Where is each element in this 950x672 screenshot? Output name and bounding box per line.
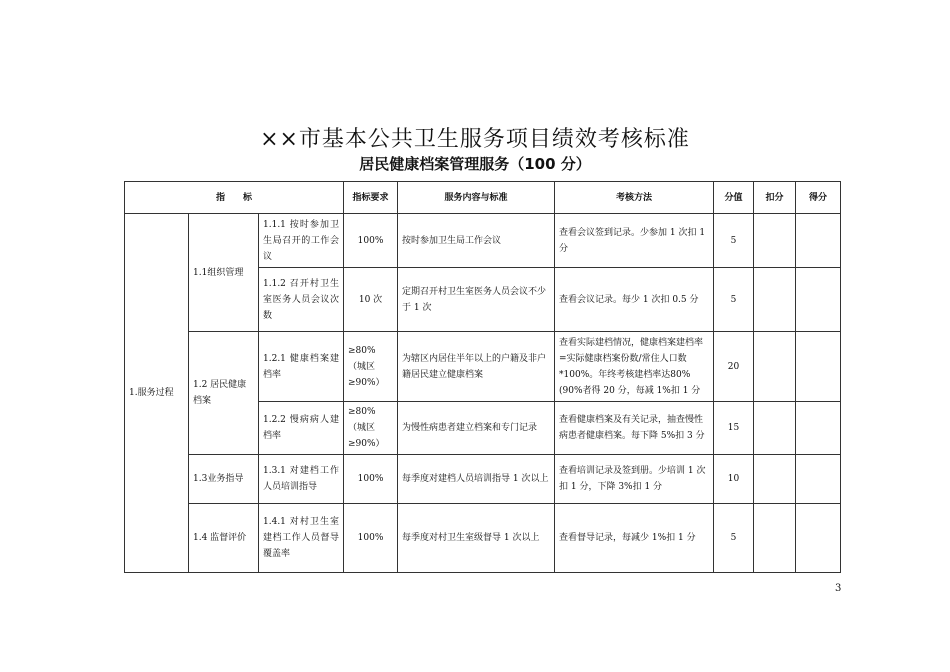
header-gain: 得分 xyxy=(796,182,841,214)
item-method: 查看督导记录，每减少 1%扣 1 分 xyxy=(555,504,714,573)
group-cell: 1.2 居民健康档案 xyxy=(189,332,259,455)
item-content: 每季度对村卫生室级督导 1 次以上 xyxy=(398,504,555,573)
header-content: 服务内容与标准 xyxy=(398,182,555,214)
page-number: 3 xyxy=(835,583,842,594)
item-requirement: ≥80%（城区≥90%） xyxy=(344,402,398,455)
item-requirement: 10 次 xyxy=(344,268,398,332)
header-deduct: 扣分 xyxy=(754,182,796,214)
page-title: ××市基本公共卫生服务项目绩效考核标准 xyxy=(260,127,690,152)
table-row xyxy=(125,332,841,402)
item-score: 20 xyxy=(714,332,754,402)
header-method: 考核方法 xyxy=(555,182,714,214)
table-header-row xyxy=(125,182,841,214)
assessment-table xyxy=(124,181,841,573)
table-row xyxy=(125,504,841,573)
deduct-cell[interactable] xyxy=(754,504,796,573)
header-requirement: 指标要求 xyxy=(344,182,398,214)
item-code: 1.1.2 召开村卫生室医务人员会议次数 xyxy=(259,268,344,332)
group-cell: 1.4 监督评价 xyxy=(189,504,259,573)
item-content: 按时参加卫生局工作会议 xyxy=(398,214,555,268)
item-method: 查看培训记录及签到册。少培训 1 次扣 1 分，下降 3%扣 1 分 xyxy=(555,455,714,504)
table-row xyxy=(125,455,841,504)
deduct-cell[interactable] xyxy=(754,455,796,504)
section-cell: 1.服务过程 xyxy=(125,214,189,573)
item-score: 5 xyxy=(714,504,754,573)
gain-cell[interactable] xyxy=(796,214,841,268)
item-code: 1.2.2 慢病病人建档率 xyxy=(259,402,344,455)
gain-cell[interactable] xyxy=(796,504,841,573)
item-method: 查看健康档案及有关记录，抽查慢性病患者健康档案。每下降 5%扣 3 分 xyxy=(555,402,714,455)
page-subtitle: 居民健康档案管理服务（100 分） xyxy=(359,155,591,173)
gain-cell[interactable] xyxy=(796,332,841,402)
item-score: 5 xyxy=(714,268,754,332)
item-requirement: 100% xyxy=(344,214,398,268)
item-requirement: 100% xyxy=(344,504,398,573)
gain-cell[interactable] xyxy=(796,268,841,332)
item-code: 1.3.1 对建档工作人员培训指导 xyxy=(259,455,344,504)
table-row xyxy=(125,214,841,268)
gain-cell[interactable] xyxy=(796,455,841,504)
item-score: 5 xyxy=(714,214,754,268)
item-code: 1.2.1 健康档案建档率 xyxy=(259,332,344,402)
item-code: 1.4.1 对村卫生室建档工作人员督导覆盖率 xyxy=(259,504,344,573)
item-content: 每季度对建档人员培训指导 1 次以上 xyxy=(398,455,555,504)
item-method: 查看实际建档情况，健康档案建档率=实际健康档案份数/常住人口数*100%。年终考核建档率达80%(90%者得 20 分，每减 1%扣 1 分 xyxy=(555,332,714,402)
item-method: 查看会议记录。每少 1 次扣 0.5 分 xyxy=(555,268,714,332)
deduct-cell[interactable] xyxy=(754,332,796,402)
group-cell: 1.3业务指导 xyxy=(189,455,259,504)
group-cell: 1.1组织管理 xyxy=(189,214,259,332)
deduct-cell[interactable] xyxy=(754,214,796,268)
item-requirement: 100% xyxy=(344,455,398,504)
item-method: 查看会议签到记录。少参加 1 次扣 1 分 xyxy=(555,214,714,268)
item-content: 为慢性病患者建立档案和专门记录 xyxy=(398,402,555,455)
item-code: 1.1.1 按时参加卫生局召开的工作会议 xyxy=(259,214,344,268)
header-score: 分值 xyxy=(714,182,754,214)
item-content: 为辖区内居住半年以上的户籍及非户籍居民建立健康档案 xyxy=(398,332,555,402)
item-score: 10 xyxy=(714,455,754,504)
item-score: 15 xyxy=(714,402,754,455)
item-content: 定期召开村卫生室医务人员会议不少于 1 次 xyxy=(398,268,555,332)
item-requirement: ≥80%（城区≥90%） xyxy=(344,332,398,402)
header-indicator: 指 标 xyxy=(125,182,344,214)
deduct-cell[interactable] xyxy=(754,402,796,455)
gain-cell[interactable] xyxy=(796,402,841,455)
deduct-cell[interactable] xyxy=(754,268,796,332)
